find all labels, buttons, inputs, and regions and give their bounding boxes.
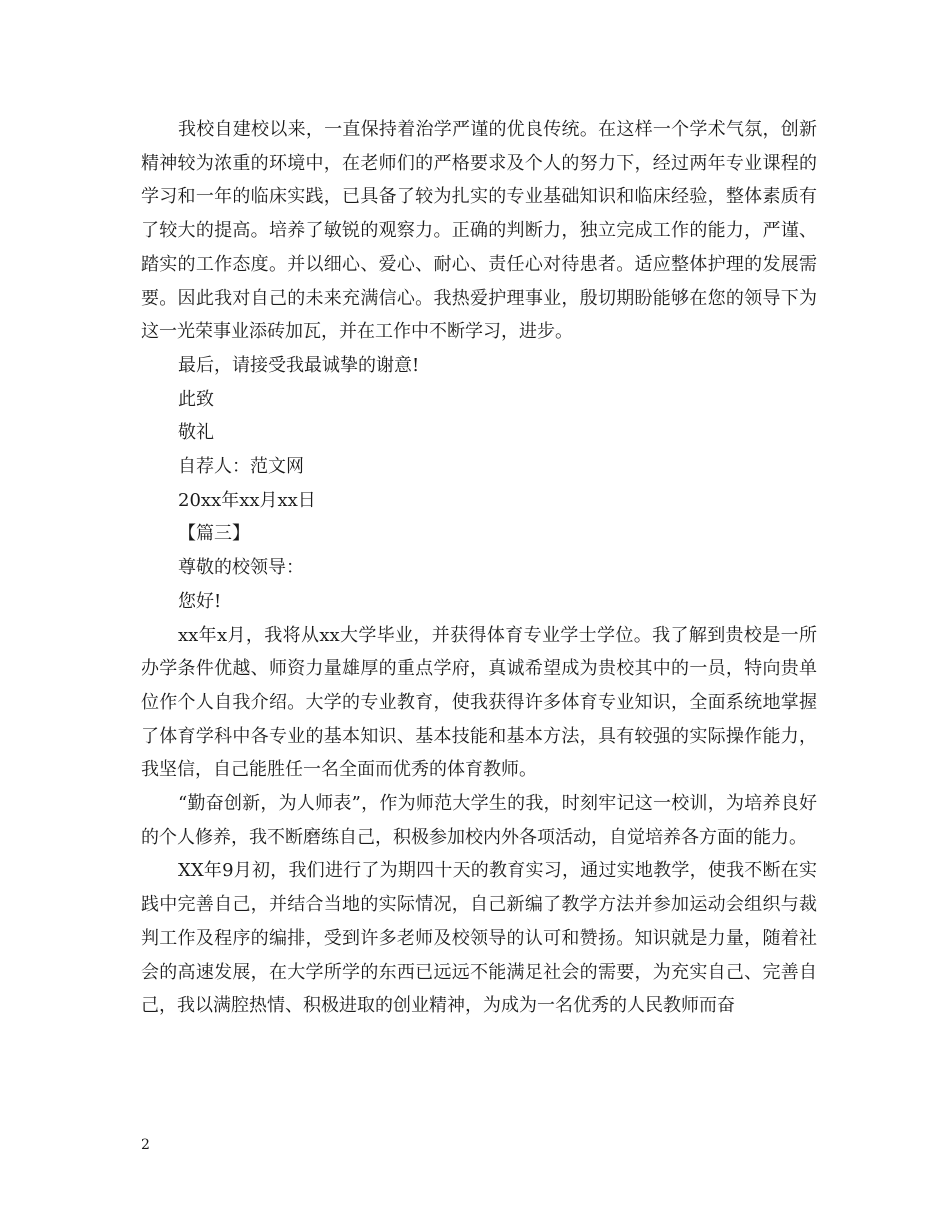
signature-line: 自荐人：范文网	[178, 456, 304, 478]
document-body	[141, 113, 817, 1023]
paragraph-introduction: xx年x月，我将从xx大学毕业，并获得体育专业学士学位。我了解到贵校是一所办学条件优越、师资力量雄厚的重点学府，真诚希望成为贵校其中的一员，特向贵单位作个人自我介绍。大学的专业教育，使我获得许多体育专业知识，全面系统地掌握了体育学科中各专业的基本知识、基本技能和基本方法，具有较强的实际操作能力，我坚信，自己能胜任一名全面而优秀的体育教师。	[141, 624, 817, 781]
paragraph-motto: “勤奋创新，为人师表”，作为师范大学生的我，时刻牢记这一校训，为培养良好的个人修养，我不断磨练自己，积极参加校内外各项活动，自觉培养各方面的能力。	[141, 793, 817, 848]
paragraph-internship: XX年9月初，我们进行了为期四十天的教育实习，通过实地教学，使我不断在实践中完善自己，并结合当地的实际情况，自己新编了教学方法并参加运动会组织与裁判工作及程序的编排，受到许多老师及校领导的认可和赞扬。知识就是力量，随着社会的高速发展，在大学所学的东西已远远不能满足社会的需要，为充实自己、完善自己，我以满腔热情、积极进取的创业精神，为成为一名优秀的人民教师而奋	[141, 860, 817, 1017]
page-number: 2	[141, 1137, 150, 1153]
paragraph-thanks: 最后，请接受我最诚挚的谢意!	[178, 354, 420, 376]
greeting: 您好!	[178, 590, 222, 612]
date-line: 20xx年xx月xx日	[178, 489, 316, 511]
closing-jingli: 敬礼	[178, 422, 214, 444]
section-heading: 【篇三】	[178, 523, 250, 545]
paragraph-school-tradition: 我校自建校以来，一直保持着治学严谨的优良传统。在这样一个学术气氛，创新精神较为浓重的环境中，在老师们的严格要求及个人的努力下，经过两年专业课程的学习和一年的临床实践，已具备了较为扎实的专业基础知识和临床经验，整体素质有了较大的提高。培养了敏锐的观察力。正确的判断力，独立完成工作的能力，严谨、踏实的工作态度。并以细心、爱心、耐心、责任心对待患者。适应整体护理的发展需要。因此我对自己的未来充满信心。我热爱护理事业，殷切期盼能够在您的领导下为这一光荣事业添砖加瓦，并在工作中不断学习，进步。	[141, 119, 817, 343]
closing-cizhi: 此致	[178, 388, 214, 410]
salutation: 尊敬的校领导：	[178, 557, 304, 579]
